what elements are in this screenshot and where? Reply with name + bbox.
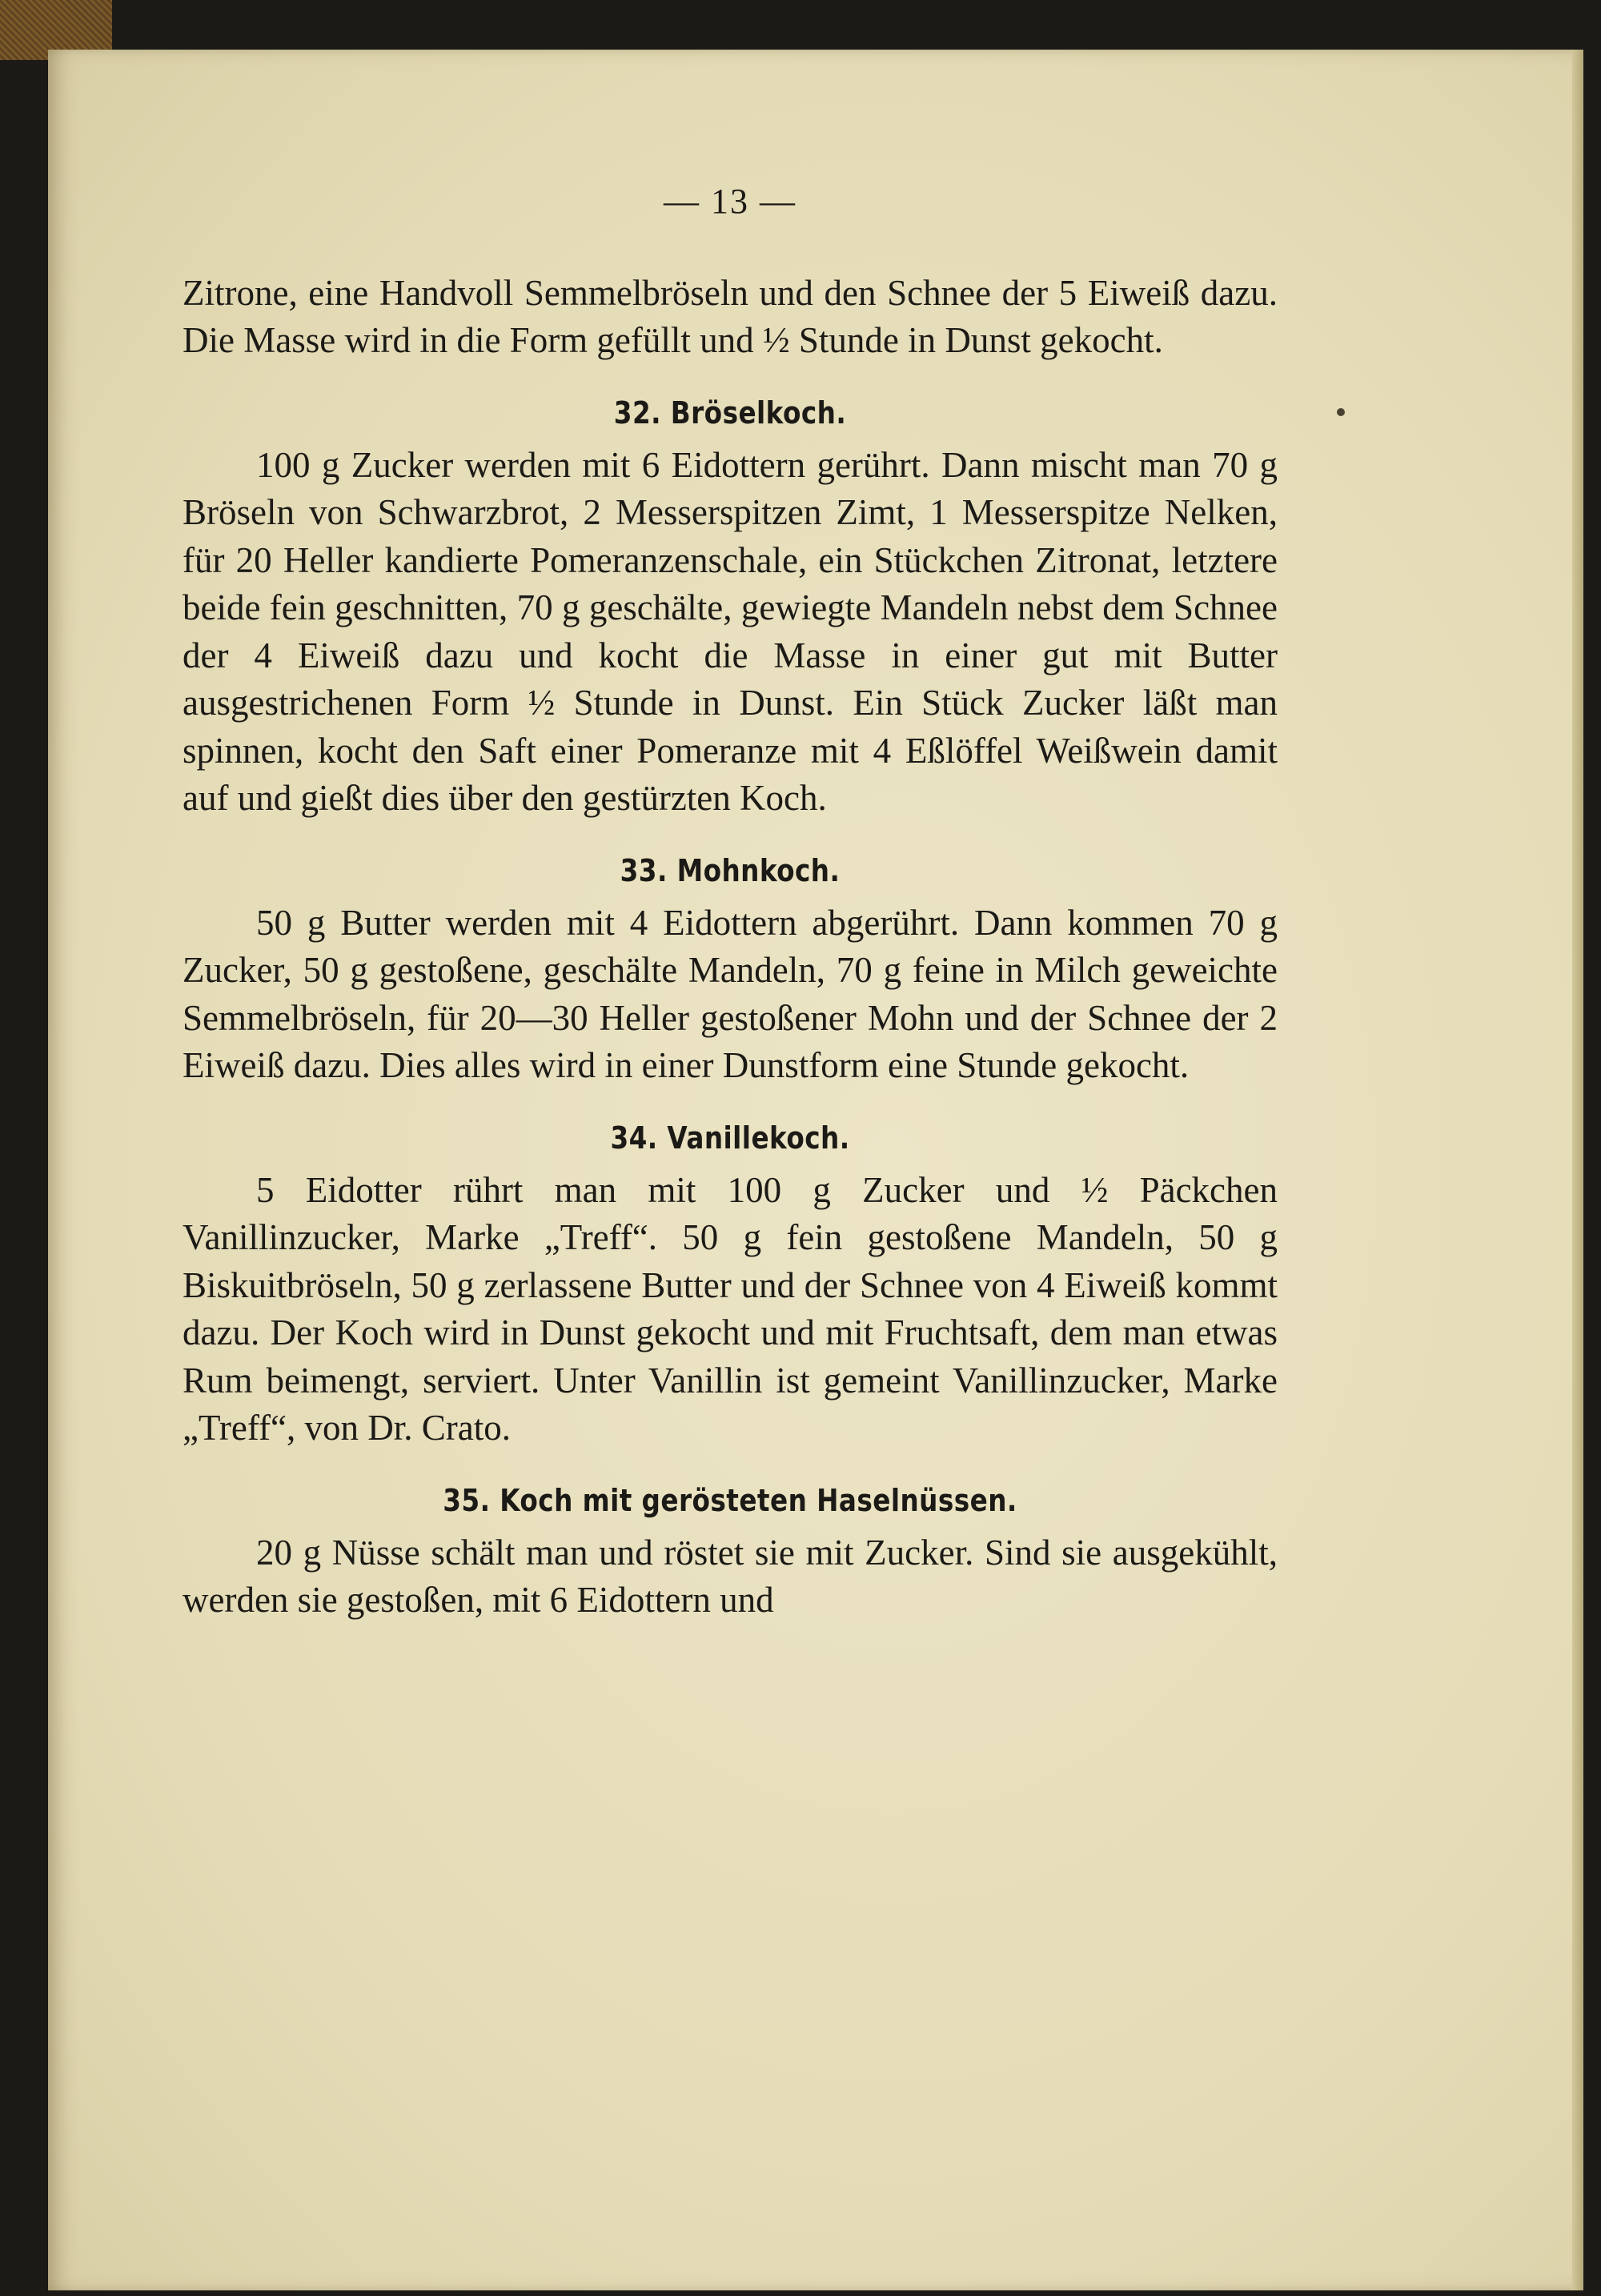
page-text-block [183,178,1278,1625]
recipe-33-text: 50 g Butter werden mit 4 Eidottern abgerührt. Dann kommen 70 g Zucker, 50 g gestoßene, geschälte Mandeln, 70 g feine in Milch geweichte Semmelbröseln, für 20—30 Heller gestoßener Mohn und der Schnee der 2 Eiweiß dazu. Dies alles wird in einer Dunstform eine Stunde gekocht. [183,902,1278,1085]
recipe-32-title: 32. Bröselkoch. [613,395,847,431]
intro-paragraph: Zitrone, eine Handvoll Semmelbröseln und den Schnee der 5 Eiweiß dazu. Die Masse wird in die Form gefüllt und ½ Stunde in Dunst gekocht. [183,272,1278,360]
recipe-34-text: 5 Eidotter rührt man mit 100 g Zucker und ½ Päckchen Vanillinzucker, Marke „Treff“. 50 g fein gestoßene Mandeln, 50 g Biskuitbröseln, 50 g zerlassene Butter und der Schnee von 4 Eiweiß kommt dazu. Der Koch wird in Dunst gekocht und mit Fruchtsaft, dem man etwas Rum beimengt, serviert. Unter Vanillin ist gemeint Vanillinzucker, Marke „Treff“, von Dr. Crato. [183,1169,1278,1448]
recipe-35-text: 20 g Nüsse schält man und röstet sie mit Zucker. Sind sie ausgekühlt, werden sie gestoßen, mit 6 Eidottern und [183,1532,1278,1620]
page-number: — 13 — [664,182,796,221]
page-edge [1572,50,1583,2290]
recipe-35-title: 35. Koch mit gerösteten Haselnüssen. [443,1482,1017,1518]
recipe-33-title: 33. Mohnkoch. [620,852,841,888]
recipe-34-title: 34. Vanillekoch. [610,1120,850,1156]
recipe-32-text: 100 g Zucker werden mit 6 Eidottern gerührt. Dann mischt man 70 g Bröseln von Schwarzbrot, 2 Messerspitzen Zimt, 1 Messerspitze Nelken, für 20 Heller kandierte Pomeranzenschale, ein Stückchen Zitronat, letztere beide fein geschnitten, 70 g geschälte, gewiegte Mandeln nebst dem Schnee der 4 Eiweiß dazu und kocht die Masse in einer gut mit Butter ausgestrichenen Form ½ Stunde in Dunst. Ein Stück Zucker läßt man spinnen, kocht den Saft einer Pomeranze mit 4 Eßlöffel Weißwein damit auf und gießt dies über den gestürzten Koch. [183,444,1278,818]
ink-spot [1337,408,1345,416]
